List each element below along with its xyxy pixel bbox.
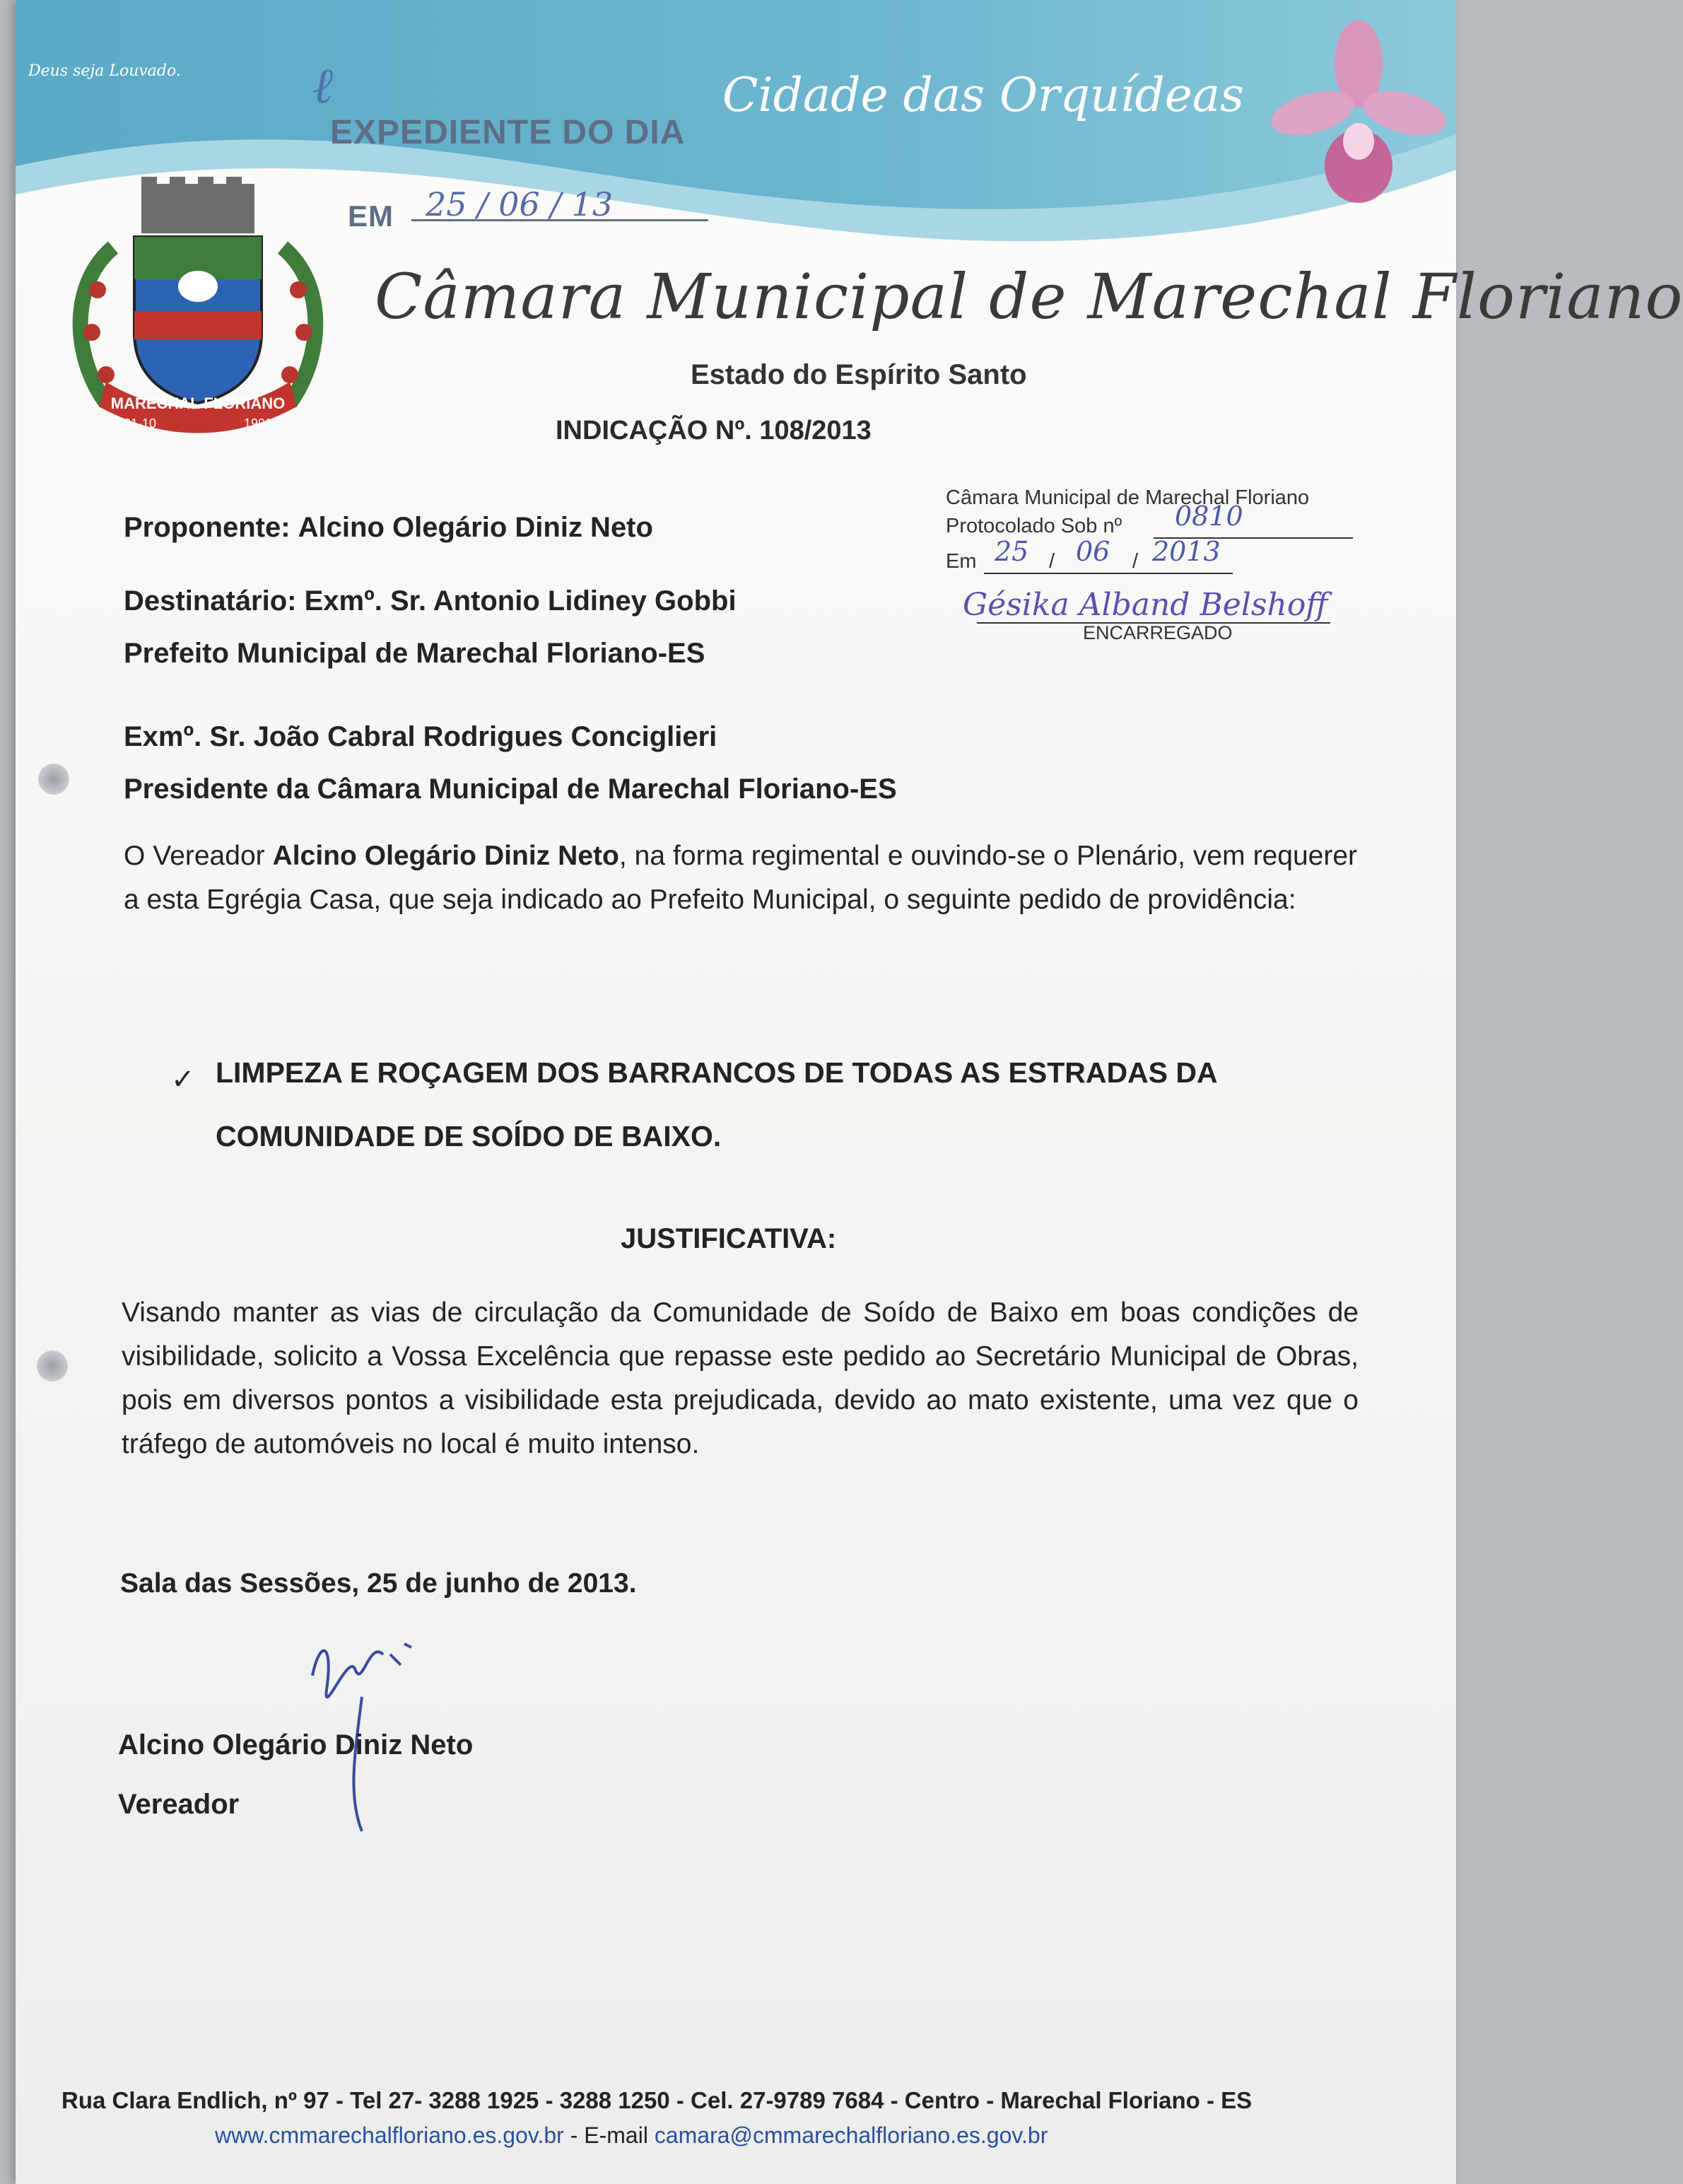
proponent-name: Alcino Olegário Diniz Neto: [298, 512, 653, 543]
protocol-em-label: Em: [946, 550, 977, 573]
stamp-em-label: EM: [348, 199, 394, 233]
crest-date-right: 1991: [244, 416, 273, 431]
request-line-2: COMUNIDADE DE SOÍDO DE BAIXO.: [216, 1120, 722, 1152]
protocol-year: 2013: [1152, 536, 1221, 567]
protocol-role: ENCARREGADO: [1083, 622, 1233, 643]
protocol-day: 25: [995, 536, 1029, 567]
protocol-signature: Gésika Alband Belshoff: [963, 587, 1328, 623]
stamp-initials: ℓ: [312, 57, 334, 115]
footer-contacts: [215, 2122, 1048, 2149]
intro-name: Alcino Olegário Diniz Neto: [272, 841, 619, 871]
intro-pre: O Vereador: [124, 841, 273, 871]
recipient-2-name: Exmº. Sr. João Cabral Rodrigues Conciglieri: [124, 721, 717, 752]
justification-title: JUSTIFICATIVA:: [621, 1223, 837, 1254]
intro-paragraph: [124, 834, 1357, 922]
protocol-chamber: Câmara Municipal de Marechal Floriano: [946, 486, 1310, 509]
recipient-1-title: Prefeito Municipal de Marechal Floriano-ES: [124, 638, 705, 669]
punch-hole-top: [38, 764, 69, 795]
proponent-line: [124, 512, 653, 544]
footer-email-label: - E-mail: [563, 2122, 655, 2148]
punch-hole-bottom: [37, 1350, 68, 1382]
recipient-2-title: Presidente da Câmara Municipal de Marechal Floriano-ES: [124, 773, 897, 805]
protocol-sep2: /: [1132, 550, 1139, 573]
orchid-icon: [1274, 14, 1443, 212]
protocol-sep1: /: [1049, 550, 1055, 573]
footer-email[interactable]: camara@cmmarechalfloriano.es.gov.br: [654, 2122, 1048, 2148]
tagline-text: Cidade das Orquídeas: [722, 68, 1244, 122]
check-icon: ✓: [171, 1064, 195, 1095]
signer-name: Alcino Olegário Diniz Neto: [118, 1729, 474, 1760]
protocol-date-line: [984, 573, 1233, 574]
protocol-month: 06: [1076, 536, 1110, 567]
footer-website[interactable]: www.cmmarechalfloriano.es.gov.br: [215, 2122, 564, 2148]
municipal-crest-icon: [64, 170, 332, 438]
motto-text: Deus seja Louvado.: [28, 62, 181, 80]
document-title: INDICAÇÃO Nº. 108/2013: [556, 416, 872, 445]
recipient-1-line: [124, 585, 737, 617]
closing-line: Sala das Sessões, 25 de junho de 2013.: [120, 1568, 637, 1599]
state-name: Estado do Espírito Santo: [691, 359, 1027, 390]
footer-address: Rua Clara Endlich, nº 97 - Tel 27- 3288 1925 - 3288 1250 - Cel. 27-9789 7684 - Centro - Marechal Floriano - ES: [61, 2087, 1253, 2113]
recipient-1-name: Exmº. Sr. Antonio Lidiney Gobbi: [304, 585, 737, 617]
signer-role: Vereador: [118, 1789, 240, 1820]
recipient-label: Destinatário:: [124, 585, 297, 617]
document-page: [16, 0, 1683, 2184]
stamp-title: EXPEDIENTE DO DIA: [330, 114, 686, 151]
crest-band-text: MARECHAL FLORIANO: [110, 395, 286, 412]
intro-post: , na forma regimental e ouvindo-se o Plenário, vem requerer a esta Egrégia Casa, que seja indicado ao Prefeito Municipal, o seguinte pedido de providência:: [124, 841, 1357, 915]
protocol-label: Protocolado Sob nº: [946, 515, 1122, 537]
justification-paragraph: Visando manter as vias de circulação da Comunidade de Soído de Baixo em boas condições de visibilidade, solicito a Vossa Excelência que repasse este pedido ao Secretário Municipal de Obras, pois em diversos pontos a visibilidade esta prejudicada, devido ao mato existente, uma vez que o tráfego de automóveis no local é muito intenso.: [122, 1297, 1359, 1459]
chamber-name: Câmara Municipal de Marechal Floriano: [375, 260, 1683, 333]
signature-mark: [284, 1612, 454, 1845]
proponent-label: Proponente:: [124, 512, 291, 543]
request-line-1: LIMPEZA E ROÇAGEM DOS BARRANCOS DE TODAS AS ESTRADAS DA: [216, 1056, 1218, 1089]
crest-date-left: 31-10: [124, 416, 157, 431]
stamp-date: 25 / 06 / 13: [426, 185, 614, 223]
protocol-number: 0810: [1175, 501, 1243, 532]
